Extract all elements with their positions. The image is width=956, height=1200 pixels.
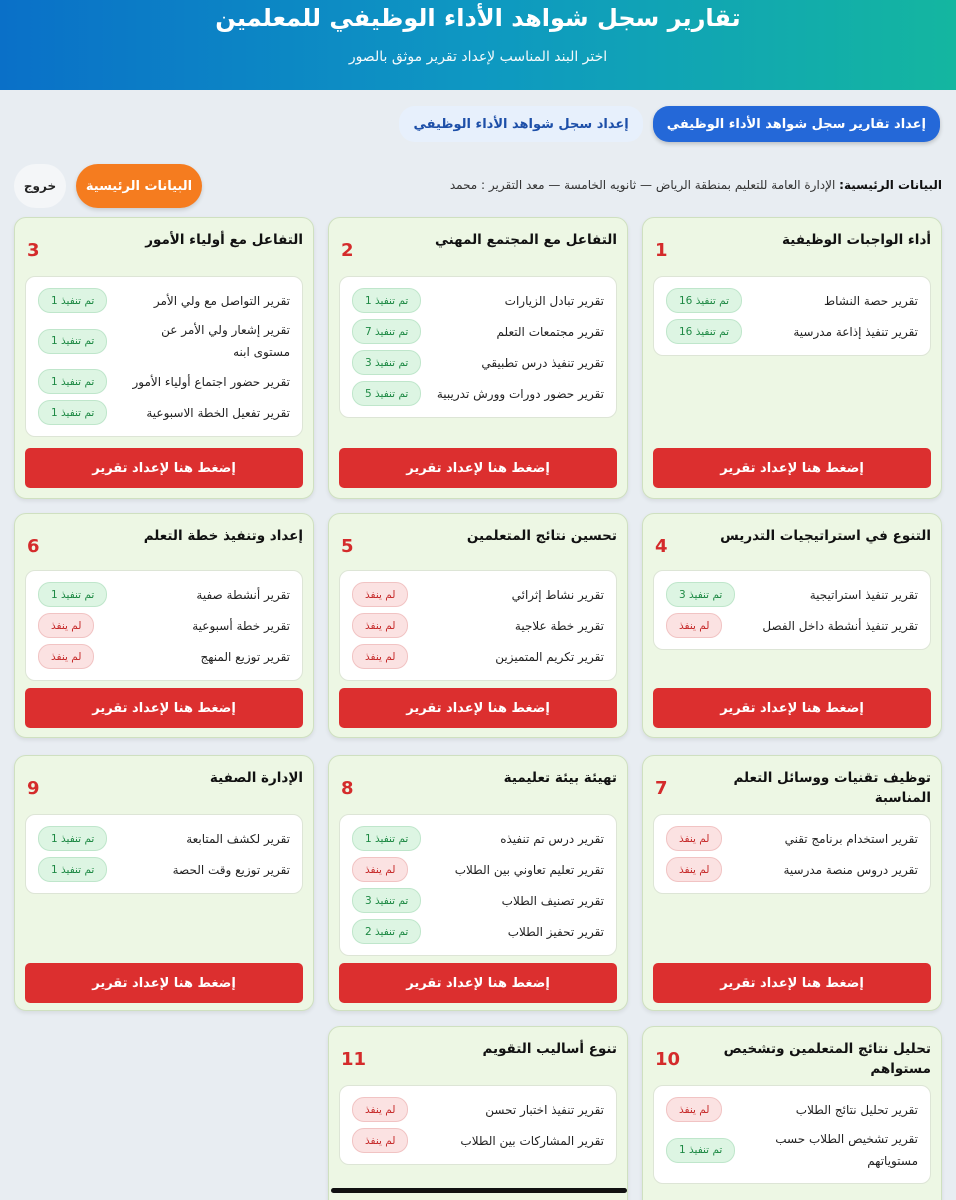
main-data-button[interactable]: البيانات الرئيسية	[76, 164, 202, 208]
card-title: تهيئة بيئة تعليمية	[503, 770, 617, 786]
prepare-report-button[interactable]: إضغط هنا لإعداد تقرير	[339, 688, 617, 728]
card-number: 8	[341, 778, 354, 799]
status-badge-done: تم تنفيذ 1	[38, 582, 107, 607]
report-item[interactable]	[38, 285, 290, 316]
card-number: 11	[341, 1049, 367, 1070]
report-item[interactable]	[38, 610, 290, 641]
report-item[interactable]	[666, 823, 918, 854]
report-item-label: تقرير تكريم المتميزين	[495, 649, 604, 664]
report-item-label: تقرير لكشف المتابعة	[186, 831, 290, 846]
report-list	[339, 1085, 617, 1165]
page-title: تقارير سجل شواهد الأداء الوظيفي للمعلمين	[215, 4, 741, 32]
report-list	[25, 276, 303, 437]
status-badge-not-done: لم ينفذ	[352, 857, 408, 882]
card-title: توظيف تقنيات ووسائل التعلم المناسبة	[733, 770, 931, 806]
card-number: 9	[27, 778, 40, 799]
category-card-3	[14, 217, 314, 499]
card-title: تنوع أساليب التقويم	[482, 1041, 617, 1057]
card-title: أداء الواجبات الوظيفية	[782, 232, 931, 248]
report-item-label: تقرير توزيع المنهج	[200, 649, 290, 664]
status-badge-done: تم تنفيذ 1	[666, 1138, 735, 1163]
status-badge-done: تم تنفيذ 5	[352, 381, 421, 406]
status-badge-done: تم تنفيذ 7	[352, 319, 421, 344]
prepare-report-button[interactable]: إضغط هنا لإعداد تقرير	[339, 963, 617, 1003]
status-badge-done: تم تنفيذ 1	[352, 288, 421, 313]
report-item[interactable]	[666, 1125, 918, 1175]
card-title: تحليل نتائج المتعلمين وتشخيص مستواهم	[723, 1041, 931, 1077]
status-badge-done: تم تنفيذ 16	[666, 319, 742, 344]
prepare-report-button[interactable]: إضغط هنا لإعداد تقرير	[25, 448, 303, 488]
report-list	[339, 570, 617, 681]
category-card-4	[642, 513, 942, 738]
report-item[interactable]	[352, 1125, 604, 1156]
report-item-label: تقرير تنفيذ اختبار تحسن	[485, 1102, 604, 1117]
tab-prepare-record[interactable]: إعداد سجل شواهد الأداء الوظيفي	[399, 106, 642, 142]
status-badge-done: تم تنفيذ 1	[38, 400, 107, 425]
report-item[interactable]	[666, 610, 918, 641]
prepare-report-button[interactable]: إضغط هنا لإعداد تقرير	[339, 448, 617, 488]
report-item[interactable]	[666, 316, 918, 347]
card-title: التفاعل مع المجتمع المهني	[434, 232, 617, 248]
card-title: الإدارة الصفية	[209, 770, 303, 786]
status-badge-not-done: لم ينفذ	[666, 857, 722, 882]
status-badge-not-done: لم ينفذ	[352, 1097, 408, 1122]
report-item-label: تقرير تفعيل الخطة الاسبوعية	[146, 405, 290, 420]
status-badge-done: تم تنفيذ 1	[38, 826, 107, 851]
report-item[interactable]	[666, 285, 918, 316]
report-item-label: تقرير تبادل الزيارات	[504, 293, 604, 308]
report-list	[653, 570, 931, 650]
report-item[interactable]	[352, 885, 604, 916]
report-item-label: تقرير مجتمعات التعلم	[496, 324, 604, 339]
report-list	[653, 276, 931, 356]
card-title: التنوع في استراتيجيات التدريس	[720, 528, 931, 544]
report-item-label: تقرير التواصل مع ولي الأمر	[153, 293, 290, 308]
report-item[interactable]	[352, 316, 604, 347]
main-info-label: البيانات الرئيسية:	[839, 178, 942, 192]
status-badge-done: تم تنفيذ 3	[352, 350, 421, 375]
status-badge-not-done: لم ينفذ	[352, 644, 408, 669]
card-number: 7	[655, 778, 668, 799]
prepare-report-button[interactable]: إضغط هنا لإعداد تقرير	[25, 688, 303, 728]
status-badge-not-done: لم ينفذ	[666, 613, 722, 638]
exit-button[interactable]: خروج	[14, 164, 66, 208]
status-badge-not-done: لم ينفذ	[352, 1128, 408, 1153]
report-item[interactable]	[352, 285, 604, 316]
report-item-label: تقرير تعليم تعاوني بين الطلاب	[454, 862, 604, 877]
status-badge-done: تم تنفيذ 3	[666, 582, 735, 607]
report-item-label: تقرير تنفيذ استراتيجية	[809, 587, 918, 602]
report-item[interactable]	[352, 823, 604, 854]
category-card-5	[328, 513, 628, 738]
report-item-label: تقرير خطة علاجية	[514, 618, 604, 633]
category-card-9	[14, 755, 314, 1011]
report-item[interactable]	[352, 347, 604, 378]
status-badge-not-done: لم ينفذ	[666, 1097, 722, 1122]
report-item[interactable]	[352, 641, 604, 672]
main-info-text	[450, 178, 942, 192]
report-list	[653, 814, 931, 894]
report-item[interactable]	[352, 1094, 604, 1125]
report-item[interactable]	[38, 641, 290, 672]
report-item[interactable]	[38, 316, 290, 366]
card-number: 4	[655, 536, 668, 557]
status-badge-done: تم تنفيذ 1	[352, 826, 421, 851]
prepare-report-button[interactable]: إضغط هنا لإعداد تقرير	[653, 963, 931, 1003]
report-list	[25, 570, 303, 681]
status-badge-done: تم تنفيذ 16	[666, 288, 742, 313]
report-item-label: تقرير نشاط إثرائي	[511, 587, 604, 602]
report-item-label: تقرير تشخيص الطلاب حسب مستوياتهم	[775, 1132, 918, 1168]
home-indicator	[331, 1188, 627, 1193]
report-item-label: تقرير أنشطة صفية	[196, 587, 290, 602]
report-item-label: تقرير تصنيف الطلاب	[501, 893, 604, 908]
card-title: إعداد وتنفيذ خطة التعلم	[143, 528, 303, 544]
category-card-11	[328, 1026, 628, 1200]
status-badge-done: تم تنفيذ 1	[38, 369, 107, 394]
report-item[interactable]	[38, 823, 290, 854]
card-number: 5	[341, 536, 354, 557]
prepare-report-button[interactable]: إضغط هنا لإعداد تقرير	[653, 688, 931, 728]
report-item[interactable]	[38, 579, 290, 610]
card-title: تحسين نتائج المتعلمين	[466, 528, 617, 544]
status-badge-done: تم تنفيذ 1	[38, 329, 107, 354]
report-item[interactable]	[352, 916, 604, 947]
status-badge-not-done: لم ينفذ	[38, 613, 94, 638]
status-badge-done: تم تنفيذ 3	[352, 888, 421, 913]
prepare-report-button[interactable]: إضغط هنا لإعداد تقرير	[25, 963, 303, 1003]
status-badge-not-done: لم ينفذ	[352, 582, 408, 607]
report-item-label: تقرير تنفيذ أنشطة داخل الفصل	[762, 618, 918, 633]
report-item-label: تقرير تنفيذ درس تطبيقي	[481, 355, 604, 370]
report-item[interactable]	[666, 1094, 918, 1125]
report-item[interactable]	[352, 378, 604, 409]
report-item[interactable]	[666, 854, 918, 885]
report-item-label: تقرير حصة النشاط	[824, 293, 918, 308]
category-card-1	[642, 217, 942, 499]
report-item[interactable]	[38, 366, 290, 397]
page-subtitle: اختر البند المناسب لإعداد تقرير موثق بالصور	[348, 49, 608, 65]
report-item-label: تقرير تنفيذ إذاعة مدرسية	[793, 324, 918, 339]
prepare-report-button[interactable]: إضغط هنا لإعداد تقرير	[653, 448, 931, 488]
status-badge-not-done: لم ينفذ	[38, 644, 94, 669]
report-item-label: تقرير تحليل نتائج الطلاب	[795, 1102, 918, 1117]
card-title: التفاعل مع أولياء الأمور	[145, 232, 303, 248]
status-badge-done: تم تنفيذ 1	[38, 857, 107, 882]
status-badge-not-done: لم ينفذ	[352, 613, 408, 638]
report-item[interactable]	[38, 854, 290, 885]
report-item[interactable]	[38, 397, 290, 428]
card-number: 6	[27, 536, 40, 557]
page-header	[0, 0, 956, 90]
category-card-10	[642, 1026, 942, 1200]
report-item-label: تقرير خطة أسبوعية	[192, 618, 290, 633]
report-item-label: تقرير إشعار ولي الأمر عن مستوى ابنه	[161, 323, 290, 359]
card-number: 2	[341, 240, 354, 261]
report-item-label: تقرير حضور اجتماع أولياء الأمور	[132, 374, 290, 389]
report-item[interactable]	[352, 579, 604, 610]
tab-prepare-reports[interactable]: إعداد تقارير سجل شواهد الأداء الوظيفي	[653, 106, 940, 142]
status-badge-done: تم تنفيذ 2	[352, 919, 421, 944]
card-number: 1	[655, 240, 668, 261]
main-info-bar	[14, 164, 942, 208]
report-list	[653, 1085, 931, 1184]
category-card-7	[642, 755, 942, 1011]
category-card-8	[328, 755, 628, 1011]
report-list	[339, 276, 617, 418]
report-item-label: تقرير استخدام برنامج تقني	[784, 831, 918, 846]
report-item-label: تقرير حضور دورات وورش تدريبية	[436, 386, 604, 401]
card-number: 3	[27, 240, 40, 261]
status-badge-done: تم تنفيذ 1	[38, 288, 107, 313]
report-item-label: تقرير توزيع وقت الحصة	[172, 862, 290, 877]
main-info-value: الإدارة العامة للتعليم بمنطقة الرياض — ثانويه الخامسة — معد التقرير : محمد	[449, 178, 836, 192]
tab-bar	[399, 106, 940, 142]
card-number: 10	[655, 1049, 681, 1070]
category-card-2	[328, 217, 628, 499]
report-item[interactable]	[666, 579, 918, 610]
report-item-label: تقرير دروس منصة مدرسية	[783, 862, 918, 877]
report-list	[25, 814, 303, 894]
report-list	[339, 814, 617, 956]
report-item-label: تقرير تحفيز الطلاب	[507, 924, 604, 939]
report-item-label: تقرير درس تم تنفيذه	[500, 831, 604, 846]
report-item-label: تقرير المشاركات بين الطلاب	[460, 1133, 604, 1148]
report-item[interactable]	[352, 610, 604, 641]
report-item[interactable]	[352, 854, 604, 885]
status-badge-not-done: لم ينفذ	[666, 826, 722, 851]
category-card-6	[14, 513, 314, 738]
